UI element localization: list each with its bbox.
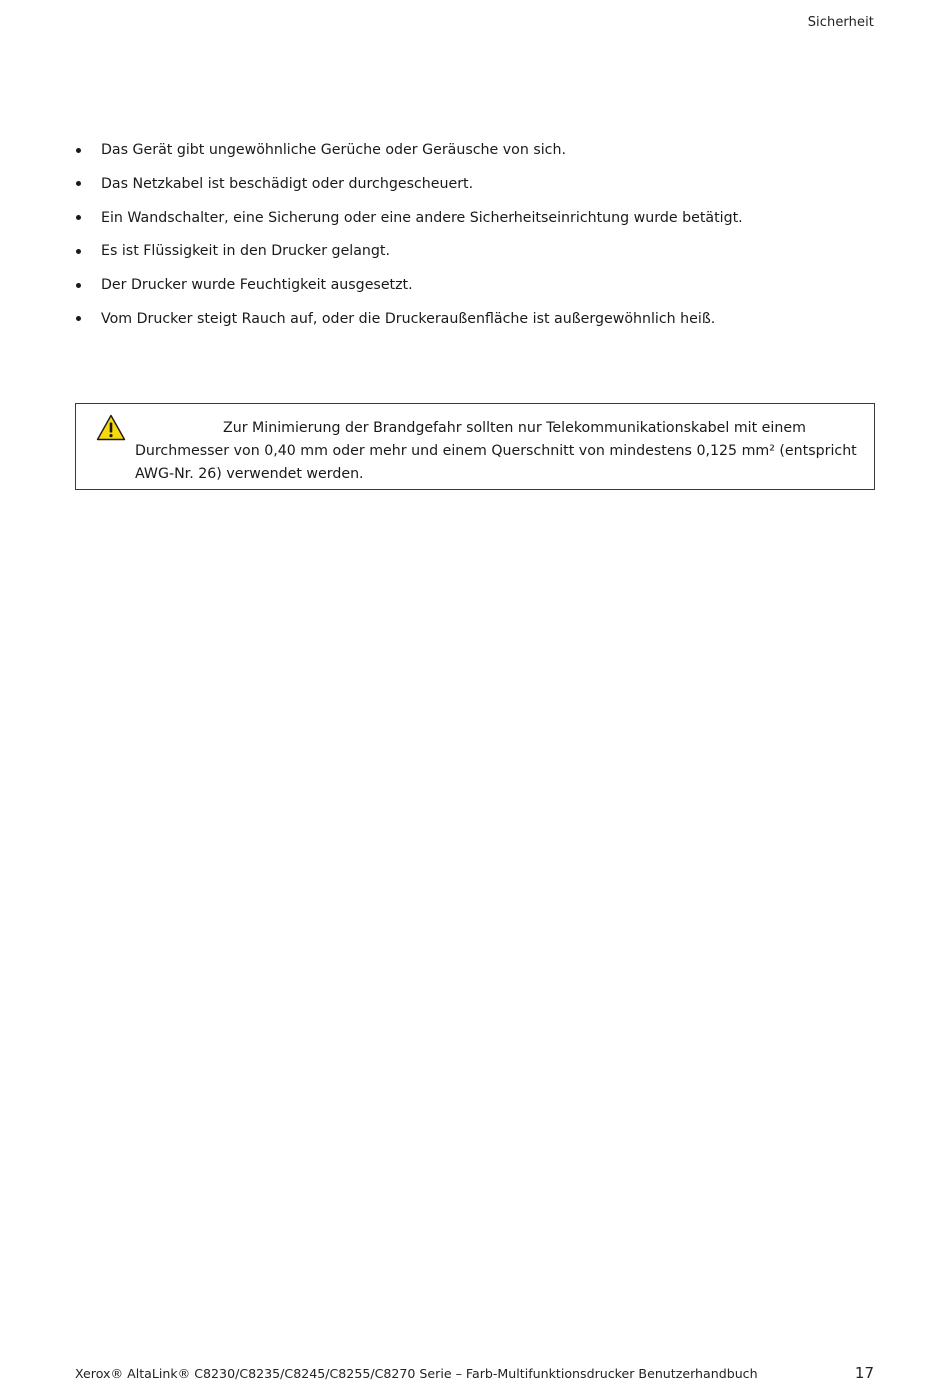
warning-text bbox=[135, 417, 865, 486]
page-number: 17 bbox=[854, 1364, 874, 1382]
list-item-text: Das Gerät gibt ungewöhnliche Gerüche oder Geräusche von sich. bbox=[101, 142, 566, 158]
list-item bbox=[74, 275, 874, 309]
bullet-icon bbox=[76, 215, 81, 220]
list-item-text: Vom Drucker steigt Rauch auf, oder die Druckeraußenfläche ist außergewöhnlich heiß. bbox=[101, 310, 716, 327]
running-header: Sicherheit bbox=[807, 15, 874, 30]
list-item bbox=[74, 309, 874, 343]
list-item-text: Das Netzkabel ist beschädigt oder durchgescheuert. bbox=[101, 175, 474, 192]
warning-triangle-icon bbox=[96, 414, 126, 441]
bullet-icon bbox=[76, 249, 81, 254]
footer-title: Xerox® AltaLink® C8230/C8235/C8245/C8255/C8270 Serie – Farb-Multifunktionsdrucker Benutzerhandbuch bbox=[75, 1366, 758, 1381]
list-item-text: Es ist Flüssigkeit in den Drucker gelangt. bbox=[101, 243, 391, 260]
list-item bbox=[74, 140, 874, 174]
bullet-list bbox=[74, 140, 874, 343]
list-item-text: Der Drucker wurde Feuchtigkeit ausgesetzt. bbox=[101, 277, 413, 294]
list-item bbox=[74, 174, 874, 208]
bullet-icon bbox=[76, 283, 81, 288]
bullet-icon bbox=[76, 181, 81, 186]
list-item bbox=[74, 241, 874, 275]
list-item-text: Ein Wandschalter, eine Sicherung oder eine andere Sicherheitseinrichtung wurde betätigt. bbox=[101, 209, 743, 226]
list-item bbox=[74, 208, 874, 242]
warning-message: Zur Minimierung der Brandgefahr sollten nur Telekommunikationskabel mit einem Durchmesser von 0,40 mm oder mehr und einem Querschnitt von mindestens 0,125 mm² (entspricht AWG-Nr. 26) verwendet werden. bbox=[135, 420, 857, 482]
warning-box bbox=[75, 403, 875, 490]
bullet-icon bbox=[76, 316, 81, 321]
bullet-icon bbox=[76, 148, 81, 153]
